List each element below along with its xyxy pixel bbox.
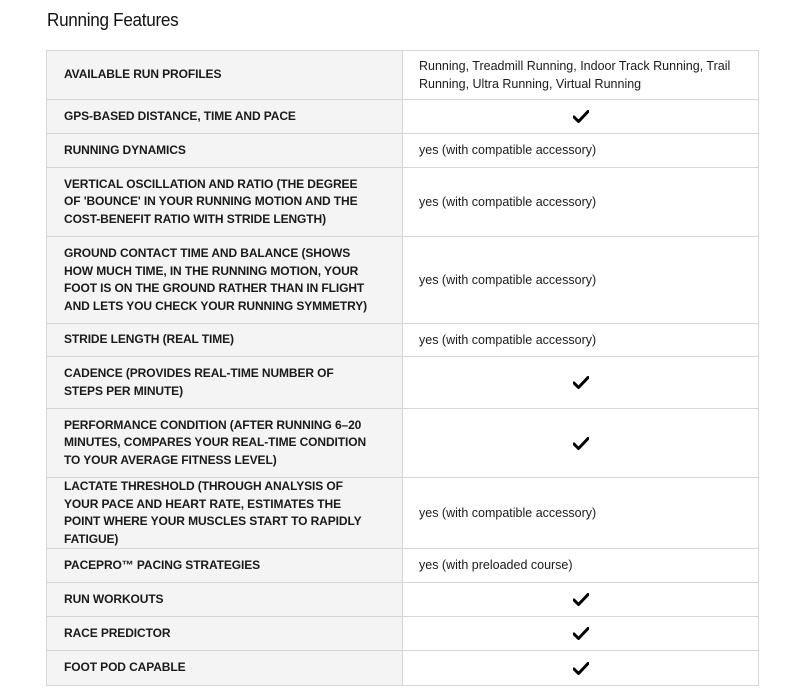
table-row: [47, 324, 759, 357]
table-row: [47, 237, 759, 324]
feature-label: RUN WORKOUTS: [47, 583, 403, 617]
checkmark-icon: [573, 110, 589, 123]
feature-label: AVAILABLE RUN PROFILES: [47, 51, 403, 100]
feature-value: yes (with compatible accessory): [403, 324, 759, 357]
section-title: Running Features: [47, 10, 179, 30]
checkmark-icon: [573, 662, 589, 675]
table-row: [47, 51, 759, 100]
table-row: [47, 409, 759, 478]
feature-label: RUNNING DYNAMICS: [47, 134, 403, 168]
feature-value: [403, 357, 759, 409]
feature-label: FOOT POD CAPABLE: [47, 651, 403, 686]
checkmark-icon: [573, 593, 589, 606]
feature-label: LACTATE THRESHOLD (THROUGH ANALYSIS OF YOUR PACE AND HEART RATE, ESTIMATES THE POINT WHERE YOUR MUSCLES START TO RAPIDLY FATIGUE): [47, 478, 403, 549]
feature-value: [403, 583, 759, 617]
feature-label: VERTICAL OSCILLATION AND RATIO (THE DEGREE OF 'BOUNCE' IN YOUR RUNNING MOTION AND THE COST-BENEFIT RATIO WITH STRIDE LENGTH): [47, 168, 403, 237]
feature-value: yes (with compatible accessory): [403, 237, 759, 324]
table-row: [47, 583, 759, 617]
feature-value: yes (with compatible accessory): [403, 478, 759, 549]
checkmark-icon: [573, 627, 589, 640]
table-row: [47, 651, 759, 686]
feature-value: yes (with compatible accessory): [403, 134, 759, 168]
table-row: [47, 478, 759, 549]
feature-value: [403, 651, 759, 686]
feature-label: RACE PREDICTOR: [47, 617, 403, 651]
checkmark-icon: [573, 376, 589, 389]
feature-label: GROUND CONTACT TIME AND BALANCE (SHOWS HOW MUCH TIME, IN THE RUNNING MOTION, YOUR FOOT IS ON THE GROUND RATHER THAN IN FLIGHT AND LETS YOU CHECK YOUR RUNNING SYMMETRY): [47, 237, 403, 324]
feature-value: Running, Treadmill Running, Indoor Track Running, Trail Running, Ultra Running, Virtual Running: [403, 51, 759, 100]
feature-label: PACEPRO™ PACING STRATEGIES: [47, 549, 403, 583]
table-row: [47, 168, 759, 237]
table-row: [47, 134, 759, 168]
feature-label: PERFORMANCE CONDITION (AFTER RUNNING 6–20 MINUTES, COMPARES YOUR REAL-TIME CONDITION TO YOUR AVERAGE FITNESS LEVEL): [47, 409, 403, 478]
feature-value: yes (with preloaded course): [403, 549, 759, 583]
feature-label: GPS-BASED DISTANCE, TIME AND PACE: [47, 100, 403, 134]
feature-value: yes (with compatible accessory): [403, 168, 759, 237]
table-row: [47, 549, 759, 583]
feature-label: STRIDE LENGTH (REAL TIME): [47, 324, 403, 357]
checkmark-icon: [573, 437, 589, 450]
feature-value: [403, 409, 759, 478]
table-row: [47, 100, 759, 134]
table-row: [47, 617, 759, 651]
feature-value: [403, 100, 759, 134]
feature-label: CADENCE (PROVIDES REAL-TIME NUMBER OF STEPS PER MINUTE): [47, 357, 403, 409]
running-features-table: [46, 50, 759, 686]
feature-value: [403, 617, 759, 651]
table-row: [47, 357, 759, 409]
